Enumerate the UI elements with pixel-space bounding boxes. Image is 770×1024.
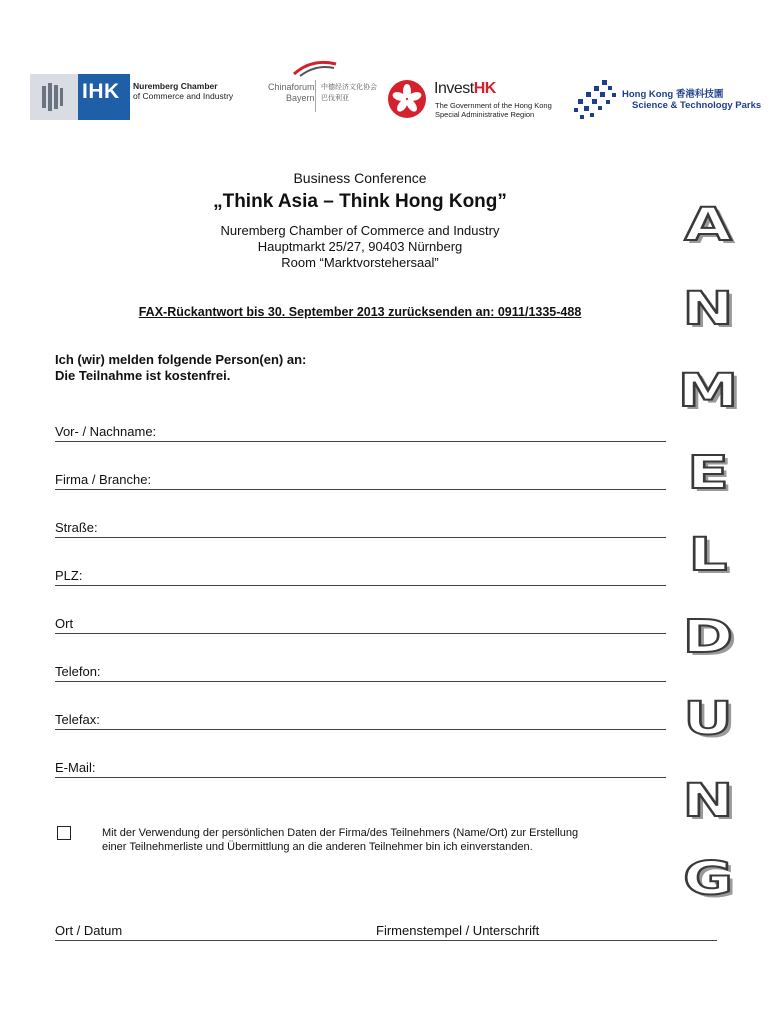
fax-field[interactable]: Telefax: [55,712,666,730]
company-field[interactable]: Firma / Branche: [55,472,666,490]
side-title-letter-u: U [683,692,733,745]
side-title-letter-a: A [684,198,732,251]
page-title: „Think Asia – Think Hong Kong” [213,191,507,212]
investhk-invest: Invest [434,80,474,97]
address-line2: Hauptmarkt 25/27, 90403 Nürnberg [257,239,463,254]
address-line1: Nuremberg Chamber of Commerce and Industry [220,223,500,238]
side-title-letter-d: D [682,610,734,663]
intro-line1: Ich (wir) melden folgende Person(en) an: [55,352,307,367]
chinaforum-divider [315,80,316,112]
stp-logo-line1: Hong Kong 香港科技園 [622,89,724,100]
side-title-letter-m: M [677,364,739,417]
investhk-sub2: Special Administrative Region [435,110,535,119]
chinaforum-cn1: 中德经济文化协会 [321,84,377,91]
stp-logo-line2: Science & Technology Parks [632,100,762,111]
consent-checkbox[interactable] [57,826,71,840]
ihk-logo-line1: Nuremberg Chamber [133,81,218,91]
side-title-letter-g: G [683,852,733,905]
address-line3: Room “Marktvorstehersaal” [281,255,439,270]
intro-text [55,352,306,384]
side-title-letter-e: E [687,446,729,499]
investhk-hk: HK [473,80,496,97]
intro-line2: Die Teilnahme ist kostenfrei. [55,368,231,383]
investhk-logo [434,80,496,98]
consent-line2: einer Teilnehmerliste und Übermittlung an die anderen Teilnehmer bin ich einverstanden. [102,841,533,853]
fax-notice: FAX-Rückantwort bis 30. September 2013 zurücksenden an: 0911/1335-488 [138,305,582,319]
side-title-letter-n2: N [682,774,734,827]
chinaforum-line2: Bayern [286,93,315,103]
ihk-logo-mark: IHK [82,80,120,103]
city-field[interactable]: Ort [55,616,666,634]
side-title-letter-l: L [688,528,728,581]
place-date-label: Ort / Datum [55,923,123,938]
name-field[interactable]: Vor- / Nachname: [55,424,666,442]
email-field[interactable]: E-Mail: [55,760,666,778]
ihk-logo-text [133,81,233,101]
chinaforum-logo-text [268,82,315,104]
stamp-signature-label: Firmenstempel / Unterschrift [376,923,540,938]
phone-field[interactable]: Telefon: [55,664,666,682]
signature-line[interactable] [55,940,717,941]
ihk-eagle-icon [30,74,78,120]
stp-dots-icon [572,78,618,122]
zip-field[interactable]: PLZ: [55,568,666,586]
consent-text [102,826,672,854]
consent-line1: Mit der Verwendung der persönlichen Daten der Firma/des Teilnehmers (Name/Ort) zur Erstellung [102,827,579,839]
investhk-subtitle [435,101,552,119]
chinaforum-swoosh-icon [292,56,338,78]
street-field[interactable]: Straße: [55,520,666,538]
hk-bauhinia-icon [388,80,426,118]
ihk-logo-line2: of Commerce and Industry [133,91,234,101]
chinaforum-cn2: 巴伐利亚 [321,95,349,102]
chinaforum-chinese-text [321,82,377,104]
venue-address [0,223,720,271]
ihk-logo-emblem [30,74,78,120]
chinaforum-line1: Chinaforum [268,82,315,92]
side-title-letter-n: N [682,282,734,335]
conference-label: Business Conference [293,170,427,186]
investhk-sub1: The Government of the Hong Kong [435,101,552,110]
